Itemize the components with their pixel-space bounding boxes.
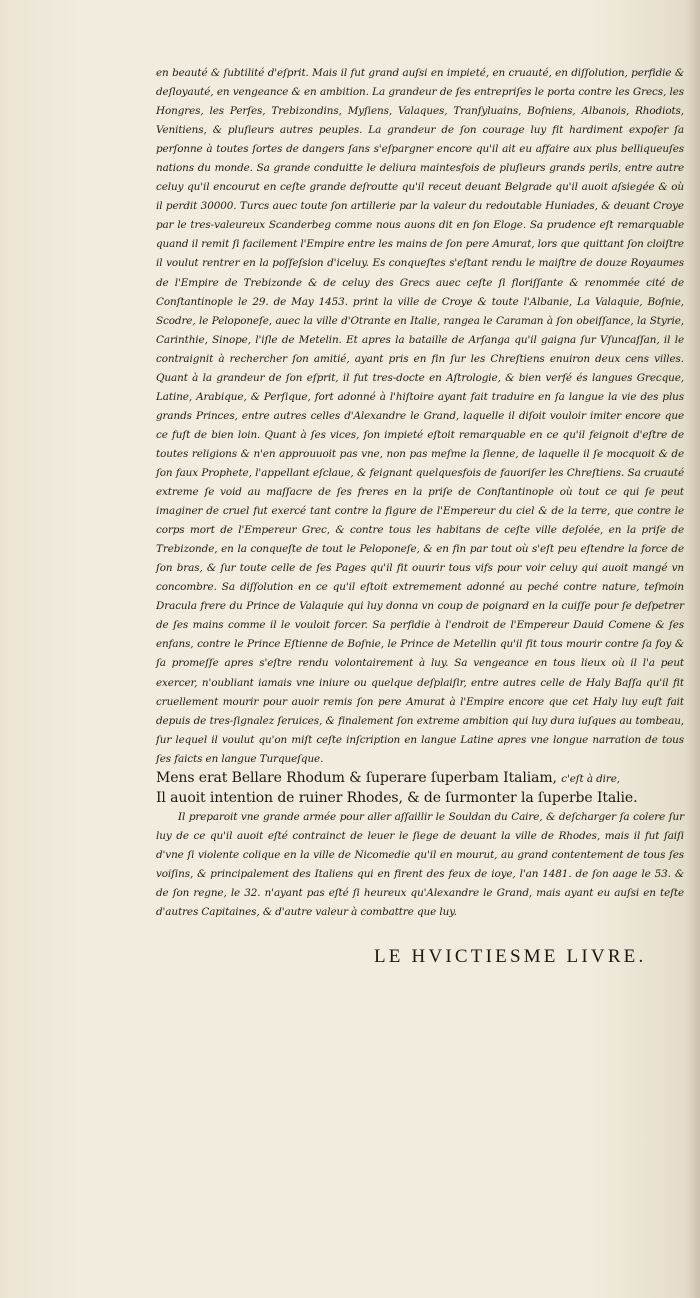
latin-verse bbox=[156, 769, 684, 789]
latin-verse-gloss: c'eſt à dire, bbox=[561, 772, 621, 785]
body-text bbox=[156, 64, 684, 922]
catchword: LE HVICTIESME LIVRE. bbox=[374, 946, 647, 967]
french-verse: Il auoit intention de ruiner Rhodes, & de ſurmonter la ſuperbe Italie. bbox=[156, 789, 638, 806]
latin-verse-text: Mens erat Bellare Rhodum & ſuperare ſuperbam Italiam, bbox=[156, 769, 557, 786]
paragraph-1: en beauté & ſubtilité d'eſprit. Mais il fut grand auſsi en impieté, en cruauté, en diſſolution, perfidie & deſloyauté, en vengeance & en ambition. La grandeur de ſes entrepriſes le porta contre les Grecs, les Hongres, les Perſes, Trebizondins, Myſiens, Valaques, Tranſyluains, Boſniens, Albanois, Rhodiots, Venitiens, & pluſieurs autres peuples. La grandeur de ſon courage luy fit hardiment expoſer ſa perſonne à toutes ſortes de dangers ſans s'eſpargner encore qu'il ait eu affaire aux plus belliqueuſes nations du monde. Sa grande conduitte le deliura maintesfois de pluſieurs grands perils, entre autre celuy qu'il encourut en ceſte grande deſroutte qu'il receut deuant Belgrade qu'il auoit aſsiegée & où il perdit 30000. Turcs auec toute ſon artillerie par la valeur du redoutable Huniades, & deuant Croye par le tres-valeureux Scanderbeg comme nous auons dit en ſon Eloge. Sa prudence eſt remarquable quand il remit ſi facilement l'Empire entre les mains de ſon pere Amurat, lors que quittant ſon cloiſtre il voulut rentrer en la poſſeſsion d'iceluy. Es conqueſtes s'eſtant rendu le maiſtre de douze Royaumes de l'Empire de Trebizonde & de celuy des Grecs auec ceſte ſi floriſſante & renommée cité de Conſtantinople le 29. de May 1453. print la ville de Croye & toute l'Albanie, La Valaquie, Boſnie, Scodre, le Peloponeſe, auec la ville d'Otrante en Italie, rangea le Caraman à ſon obeiſſance, la Styrie, Carinthie, Sinope, l'iſle de Metelin. Et apres la bataille de Arſanga qu'il gaigna ſur Vſuncaſſan, il le contraignit à rechercher ſon amitié, ayant pris en fin ſur les Chreſtiens enuiron deux cens villes. Quant à la grandeur de ſon eſprit, il fut tres-docte en Aſtrologie, & bien verſé és langues Grecque, Latine, Arabique, & Perſique, fort adonné à l'hiſtoire ayant fait traduire en ſa langue la vie des plus grands Princes, entre autres celles d'Alexandre le Grand, laquelle il diſoit vouloir imiter encore que ce fuſt de bien loin. Quant à ſes vices, ſon impieté eſtoit remarquable en ce qu'il feignoit d'eſtre de toutes religions & n'en approuuoit pas vne, non pas meſme la ſienne, de laquelle il ſe mocquoit & de ſon faux Prophete, l'appellant eſclaue, & feignant quelquesfois de fauoriſer les Chreſtiens. Sa cruauté extreme ſe void au maſſacre de ſes freres en la priſe de Conſtantinople où tout ce qui ſe peut imaginer de cruel fut exercé tant contre la figure de l'Empereur du ciel & de la terre, que contre le corps mort de l'Empereur Grec, & contre tous les habitans de ceſte ville deſolée, en la priſe de Trebizonde, en la conqueſte de tout le Peloponeſe, & en fin par tout où s'eſt peu eſtendre la force de ſon bras, & ſur toute celle de ſes Pages qu'il fit ouurir tous vifs pour voir celuy qui auoit mangé vn concombre. Sa diſſolution en ce qu'il eſtoit extremement adonné au peché contre nature, teſmoin Dracula frere du Prince de Valaquie qui luy donna vn coup de poignard en la cuiſſe pour ſe deſpetrer de ſes mains comme il le vouloit forcer. Sa perfidie à l'endroit de l'Empereur Dauid Comene & ſes enfans, contre le Prince Eſtienne de Boſnie, le Prince de Metellin qu'il fit tous mourir contre ſa foy & ſa promeſſe apres s'eſtre rendu volontairement à luy. Sa vengeance en tous lieux où il l'a peut exercer, n'oubliant iamais vne iniure ou quelque deſplaiſir, entre autres celle de Haly Baſſa qu'il fit cruellement mourir pour auoir remis ſon pere Amurat à l'Empire encore que cet Haly luy euſt fait depuis de tres-ſignalez ſeruices, & finalement ſon extreme ambition qui luy dura iuſques au tombeau, ſur lequel il voulut qu'on miſt ceſte inſcription en langue Latine apres vne longue narration de tous ſes faicts en langue Turqueſque. bbox=[156, 67, 684, 765]
paragraph-2: Il preparoit vne grande armée pour aller aſſaillir le Souldan du Caire, & deſcharger ſa colere ſur luy de ce qu'il auoit eſté contrainct de leuer le ſiege de deuant la ville de Rhodes, mais il fut ſaiſi d'vne ſi violente colique en la ville de Nicomedie qu'il en mourut, au grand contentement de tous ſes voiſins, & principalement des Italiens qui en firent des feux de ioye, l'an 1481. de ſon aage le 53. & de ſon regne, le 32. n'ayant pas eſté ſi heureux qu'Alexandre le Grand, mais ayant eu auſsi en teſte d'autres Capitaines, & d'autre valeur à combattre que luy. bbox=[156, 810, 684, 918]
page-edge-shadow bbox=[686, 0, 700, 1298]
